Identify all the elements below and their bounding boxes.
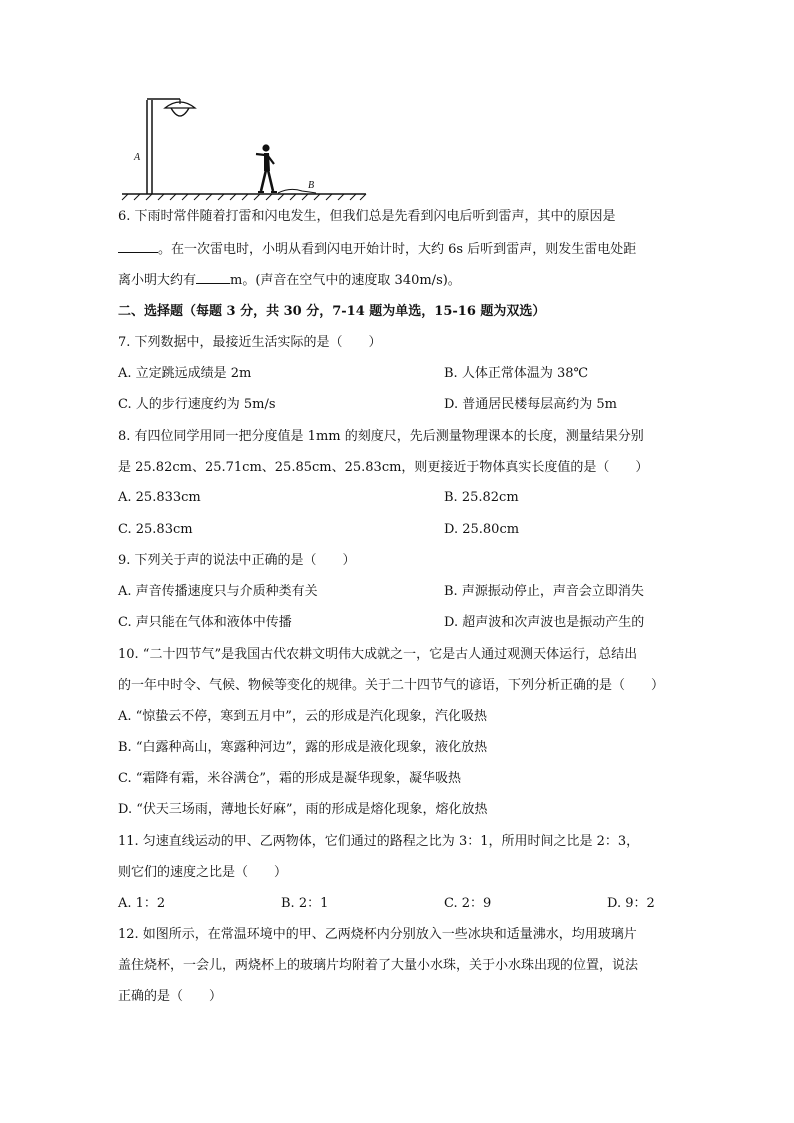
q11-option-b: B. 2：1 [281,896,329,911]
q6-line2-text: 。在一次雷电时，小明从看到闪电开始计时，大约 6s 后听到雷声，则发生雷电处距 [158,242,637,257]
q9-option-d: D. 超声波和次声波也是振动产生的 [444,615,645,630]
q7-option-d: D. 普通居民楼每层高约为 5m [444,397,617,412]
q10-option-a: A. “惊蛰云不停，寒到五月中”，云的形成是汽化现象，汽化吸热 [118,709,487,724]
label-a: A [134,152,141,163]
q11-option-d: D. 9：2 [607,896,655,911]
q10-option-d: D. “伏天三场雨，薄地长好麻”，雨的形成是熔化现象，熔化放热 [118,802,488,817]
q8-line1: 8. 有四位同学用同一把分度值是 1mm 的刻度尺，先后测量物理课本的长度，测量结果分别 [118,429,644,444]
q12-line2: 盖住烧杯，一会儿，两烧杯上的玻璃片均附着了大量小水珠，关于小水珠出现的位置，说法 [118,958,639,973]
q9-stem: 9. 下列关于声的说法中正确的是（ ） [118,553,356,568]
q9-option-a: A. 声音传播速度只与介质种类有关 [118,584,318,599]
q9-option-b: B. 声源振动停止，声音会立即消失 [444,584,644,599]
q7-option-b: B. 人体正常体温为 38℃ [444,366,589,381]
q11-option-c: C. 2：9 [444,896,492,911]
label-b: B [308,180,315,191]
section2-title: 二、选择题（每题 3 分，共 30 分，7-14 题为单选，15-16 题为双选） [118,304,546,319]
lamp-person-figure [118,92,378,202]
q6-line3-text-a: 离小明大约有 [118,273,197,288]
q6-line3 [118,271,461,290]
q7-option-a: A. 立定跳远成绩是 2m [118,366,252,381]
q12-line1: 12. 如图所示，在常温环境中的甲、乙两烧杯内分别放入一些冰块和适量沸水，均用玻璃片 [118,927,637,942]
q7-stem: 7. 下列数据中，最接近生活实际的是（ ） [118,335,382,350]
q12-line3: 正确的是（ ） [118,989,223,1004]
q6-line1: 6. 下雨时常伴随着打雷和闪电发生，但我们总是先看到闪电后听到雷声，其中的原因是 [118,209,616,224]
q10-option-b: B. “白露种高山，寒露种河边”，露的形成是液化现象，液化放热 [118,740,488,755]
lamp-head [165,102,195,116]
q9-option-c: C. 声只能在气体和液体中传播 [118,615,292,630]
q8-option-a: A. 25.833cm [118,490,201,505]
q10-line2: 的一年中时令、气候、物候等变化的规律。关于二十四节气的谚语，下列分析正确的是（ ） [118,678,665,693]
q10-line1: 10. “二十四节气”是我国古代农耕文明伟大成就之一，它是古人通过观测天体运行，总结出 [118,647,638,662]
ground-hatching [122,194,366,200]
q6-line2 [118,240,636,259]
q11-line2: 则它们的速度之比是（ ） [118,865,288,880]
q8-option-c: C. 25.83cm [118,522,193,537]
q6-blank1 [118,240,158,253]
q7-option-c: C. 人的步行速度约为 5m/s [118,397,276,412]
q6-blank2 [196,271,230,284]
q8-option-b: B. 25.82cm [444,490,519,505]
q8-option-d: D. 25.80cm [444,522,520,537]
q10-option-c: C. “霜降有霜，米谷满仓”，霜的形成是凝华现象，凝华吸热 [118,771,462,786]
q6-line3-text-b: m。(声音在空气中的速度取 340m/s)。 [230,273,461,288]
q11-line1: 11. 匀速直线运动的甲、乙两物体，它们通过的路程之比为 3：1，所用时间之比是 2：3， [118,834,640,849]
person-silhouette [256,144,277,192]
q11-option-a: A. 1：2 [118,896,166,911]
q8-line2: 是 25.82cm、25.71cm、25.85cm、25.83cm，则更接近于物体真实长度值的是（ ） [118,460,649,475]
